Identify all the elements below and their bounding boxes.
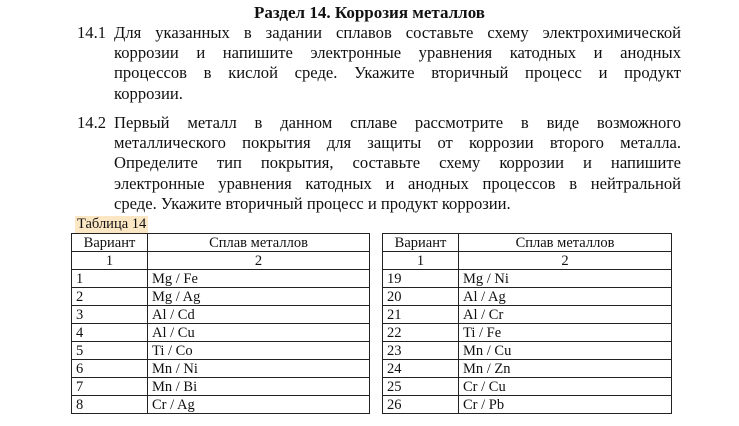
table-gap [370,396,383,414]
alloy-cell: Al / Cd [148,306,370,324]
task-line: среде. Укажите вторичный процесс и продукт коррозии. [114,193,511,213]
variant-cell: 25 [383,378,459,396]
task-line: электронные уравнения катодных и анодных процессов в нейтральной [114,173,681,193]
table-row [72,324,672,342]
table-header-row [72,234,672,252]
variant-cell: 26 [383,396,459,414]
task-number: 14.2 [77,113,107,132]
alloys-table [71,233,672,414]
table-row [72,342,672,360]
alloy-cell: Mg / Ni [459,270,672,288]
task-number: 14.1 [77,23,107,42]
variant-cell: 2 [72,288,148,306]
table-colnum-row [72,252,672,270]
variant-cell: 1 [72,270,148,288]
alloy-cell: Al / Cr [459,306,672,324]
task-text [114,23,681,104]
alloy-cell: Cr / Ag [148,396,370,414]
variant-cell: 7 [72,378,148,396]
table-row [72,378,672,396]
variant-cell: 21 [383,306,459,324]
alloy-cell: Ti / Fe [459,324,672,342]
variant-cell: 6 [72,360,148,378]
table-gap [370,270,383,288]
header-variant: Вариант [383,234,459,252]
variant-cell: 4 [72,324,148,342]
task-line: коррозии. [114,83,183,103]
variant-cell: 24 [383,360,459,378]
variant-cell: 8 [72,396,148,414]
variant-cell: 20 [383,288,459,306]
table-gap [370,252,383,270]
alloy-cell: Mn / Ni [148,360,370,378]
table-gap [370,288,383,306]
table-gap [370,378,383,396]
task-14-2 [77,113,681,214]
table-row [72,288,672,306]
table-gap [370,360,383,378]
table-gap [370,324,383,342]
header-alloy: Сплав металлов [148,234,370,252]
task-line: Для указанных в задании сплавов составьте схему электрохимической [114,23,681,42]
table-row [72,270,672,288]
variant-cell: 3 [72,306,148,324]
column-number: 1 [383,252,459,270]
task-line: коррозии и напишите электронные уравнения катодных и анодных [114,43,681,63]
table-gap [370,342,383,360]
alloy-cell: Al / Cu [148,324,370,342]
table-gap [370,234,383,252]
task-14-1 [77,23,681,104]
variant-cell: 19 [383,270,459,288]
task-line: процессов в кислой среде. Укажите вторичный процесс и продукт [114,63,681,83]
task-text [114,113,681,214]
column-number: 2 [148,252,370,270]
section-title: Раздел 14. Коррозия металлов [254,3,485,22]
variant-cell: 22 [383,324,459,342]
task-line: Определите тип покрытия, составьте схему коррозии и напишите [114,153,681,173]
column-number: 2 [459,252,672,270]
variant-cell: 5 [72,342,148,360]
alloy-cell: Mg / Ag [148,288,370,306]
header-variant: Вариант [72,234,148,252]
task-line: металлического покрытия для защиты от коррозии второго металла. [114,133,681,153]
table-row [72,306,672,324]
table-gap [370,306,383,324]
table-row [72,360,672,378]
table-row [72,396,672,414]
alloy-cell: Cr / Cu [459,378,672,396]
variant-cell: 23 [383,342,459,360]
alloy-cell: Ti / Co [148,342,370,360]
alloy-cell: Cr / Pb [459,396,672,414]
header-alloy: Сплав металлов [459,234,672,252]
task-line: Первый металл в данном сплаве рассмотрите в виде возможного [114,113,681,132]
alloy-cell: Mn / Bi [148,378,370,396]
column-number: 1 [72,252,148,270]
alloy-cell: Al / Ag [459,288,672,306]
alloy-cell: Mn / Zn [459,360,672,378]
table-caption: Таблица 14 [77,216,147,232]
alloy-cell: Mn / Cu [459,342,672,360]
alloy-cell: Mg / Fe [148,270,370,288]
